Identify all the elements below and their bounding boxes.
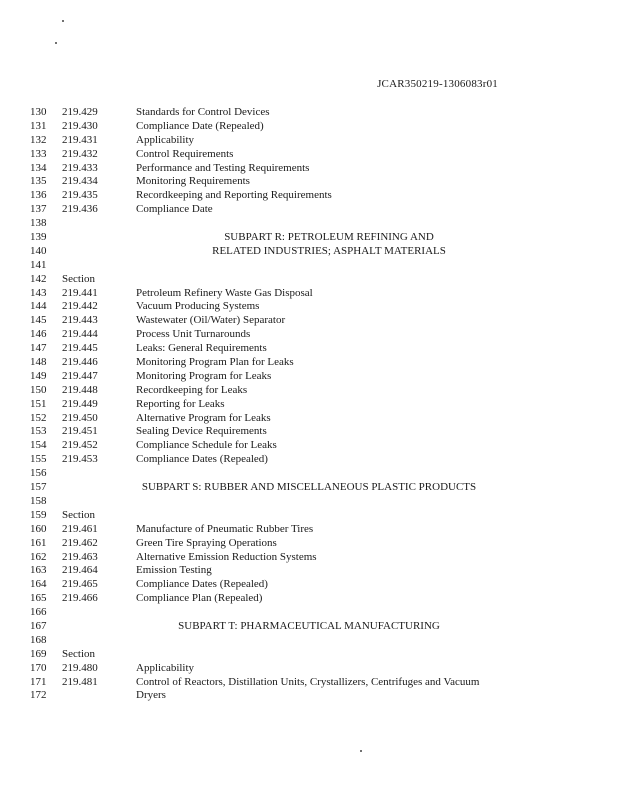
section-title: Wastewater (Oil/Water) Separator [136,314,286,327]
line-number: 133 [30,147,47,160]
section-title: Control Requirements [136,147,234,160]
line-number: 148 [30,356,47,369]
line-number: 139 [30,231,47,244]
section-number: 219.430 [62,119,98,132]
document-line [0,551,618,565]
section-number: 219.450 [62,411,98,424]
line-number: 153 [30,425,47,438]
line-number: 155 [30,453,47,466]
document-line [0,328,618,342]
section-title: Applicability [136,133,195,146]
section-title: Compliance Date [136,203,213,216]
section-number: 219.451 [62,425,98,438]
document-line [0,398,618,412]
section-title: Standards for Control Devices [136,106,270,118]
line-number: 140 [30,244,47,257]
document-line [0,425,618,439]
section-title: Recordkeeping for Leaks [136,383,248,396]
line-number: 136 [30,189,47,202]
section-title: Compliance Dates (Repealed) [136,453,268,466]
document-line [0,495,618,509]
line-number: 157 [30,481,47,494]
section-title: Reporting for Leaks [136,397,225,410]
line-number: 137 [30,203,47,216]
section-number: 219.433 [62,161,98,174]
section-number: 219.480 [62,661,98,674]
section-number: 219.441 [62,286,98,299]
section-title: Performance and Testing Requirements [136,161,310,174]
line-number: 170 [30,661,47,674]
document-line [0,259,618,273]
section-title: Alternative Emission Reduction Systems [136,550,317,563]
section-column-label: Section [62,272,95,285]
line-number: 141 [30,258,47,271]
document-line [0,175,618,189]
section-number: 219.466 [62,592,98,605]
document-line [0,523,618,537]
document-line [0,342,618,356]
line-number: 167 [30,619,47,632]
subpart-heading: SUBPART T: PHARMACEUTICAL MANUFACTURING [178,619,440,632]
line-number: 146 [30,328,47,341]
line-number: 158 [30,494,47,507]
document-line [0,189,618,203]
document-line [0,148,618,162]
section-number: 219.443 [62,314,98,327]
line-number: 163 [30,564,47,577]
document-code: JCAR350219-1306083r01 [377,78,498,90]
document-line [0,606,618,620]
line-number: 149 [30,369,47,382]
line-number: 130 [30,106,47,118]
section-column-label: Section [62,508,95,521]
section-number: 219.453 [62,453,98,466]
section-number: 219.436 [62,203,98,216]
section-number: 219.464 [62,564,98,577]
section-column-label: Section [62,647,95,660]
line-number: 142 [30,272,47,285]
document-line [0,217,618,231]
section-title: Leaks: General Requirements [136,342,267,355]
line-number: 160 [30,522,47,535]
section-title: Emission Testing [136,564,212,577]
document-line [0,412,618,426]
section-title: Manufacture of Pneumatic Rubber Tires [136,522,314,535]
section-number: 219.465 [62,578,98,591]
section-title: Control of Reactors, Distillation Units, Crystallizers, Centrifuges and Vacuum [136,675,480,688]
line-number: 162 [30,550,47,563]
section-number: 219.449 [62,397,98,410]
document-line [0,162,618,176]
scan-speck [55,42,57,44]
document-line [0,662,618,676]
section-title: Compliance Schedule for Leaks [136,439,277,452]
line-number: 138 [30,217,47,230]
section-title: Monitoring Requirements [136,175,250,188]
subpart-heading: RELATED INDUSTRIES; ASPHALT MATERIALS [212,244,446,257]
document-line [0,592,618,606]
document-line [0,370,618,384]
section-number: 219.481 [62,675,98,688]
section-title: Compliance Date (Repealed) [136,119,264,132]
line-number: 161 [30,536,47,549]
line-number: 132 [30,133,47,146]
section-title: Green Tire Spraying Operations [136,536,277,549]
document-line [0,231,618,245]
line-number: 169 [30,647,47,660]
section-title: Vacuum Producing Systems [136,300,260,313]
section-title: Petroleum Refinery Waste Gas Disposal [136,286,313,299]
section-number: 219.445 [62,342,98,355]
section-title: Alternative Program for Leaks [136,411,271,424]
document-line [0,509,618,523]
section-title: Process Unit Turnarounds [136,328,251,341]
line-number: 168 [30,633,47,646]
line-number: 143 [30,286,47,299]
line-number: 147 [30,342,47,355]
document-line [0,106,618,120]
document-line [0,439,618,453]
table-of-contents [0,106,618,703]
document-line [0,648,618,662]
section-title: Compliance Plan (Repealed) [136,592,263,605]
line-number: 172 [30,689,47,702]
line-number: 131 [30,119,47,132]
section-title: Monitoring Program Plan for Leaks [136,356,294,369]
section-number: 219.452 [62,439,98,452]
line-number: 166 [30,606,47,619]
section-number: 219.434 [62,175,98,188]
document-line [0,287,618,301]
document-line [0,245,618,259]
document-line [0,689,618,703]
section-number: 219.446 [62,356,98,369]
line-number: 154 [30,439,47,452]
line-number: 164 [30,578,47,591]
line-number: 135 [30,175,47,188]
line-number: 165 [30,592,47,605]
line-number: 171 [30,675,47,688]
line-number: 134 [30,161,47,174]
section-number: 219.435 [62,189,98,202]
document-line [0,356,618,370]
document-line [0,453,618,467]
section-number: 219.447 [62,369,98,382]
section-number: 219.448 [62,383,98,396]
section-title: Applicability [136,661,195,674]
scan-speck [62,20,64,22]
document-line [0,300,618,314]
subpart-heading: SUBPART S: RUBBER AND MISCELLANEOUS PLASTIC PRODUCTS [141,481,477,494]
document-line [0,203,618,217]
document-line [0,564,618,578]
document-line [0,467,618,481]
document-line [0,481,618,495]
document-line [0,120,618,134]
section-number: 219.462 [62,536,98,549]
line-number: 159 [30,508,47,521]
document-line [0,676,618,690]
section-number: 219.461 [62,522,98,535]
section-number: 219.432 [62,147,98,160]
document-line [0,620,618,634]
section-number: 219.429 [62,106,98,118]
section-title: Compliance Dates (Repealed) [136,578,268,591]
section-number: 219.431 [62,133,98,146]
document-line [0,384,618,398]
document-line [0,537,618,551]
section-title: Monitoring Program for Leaks [136,369,272,382]
section-title: Dryers [136,689,166,702]
section-title: Sealing Device Requirements [136,425,267,438]
line-number: 145 [30,314,47,327]
section-title: Recordkeeping and Reporting Requirements [136,189,332,202]
section-number: 219.463 [62,550,98,563]
document-line [0,273,618,287]
section-number: 219.444 [62,328,98,341]
section-number: 219.442 [62,300,98,313]
line-number: 152 [30,411,47,424]
subpart-heading: SUBPART R: PETROLEUM REFINING AND [224,231,434,244]
document-line [0,578,618,592]
document-line [0,314,618,328]
line-number: 156 [30,467,47,480]
line-number: 144 [30,300,47,313]
line-number: 150 [30,383,47,396]
document-line [0,634,618,648]
line-number: 151 [30,397,47,410]
scan-speck [360,750,362,752]
document-line [0,134,618,148]
